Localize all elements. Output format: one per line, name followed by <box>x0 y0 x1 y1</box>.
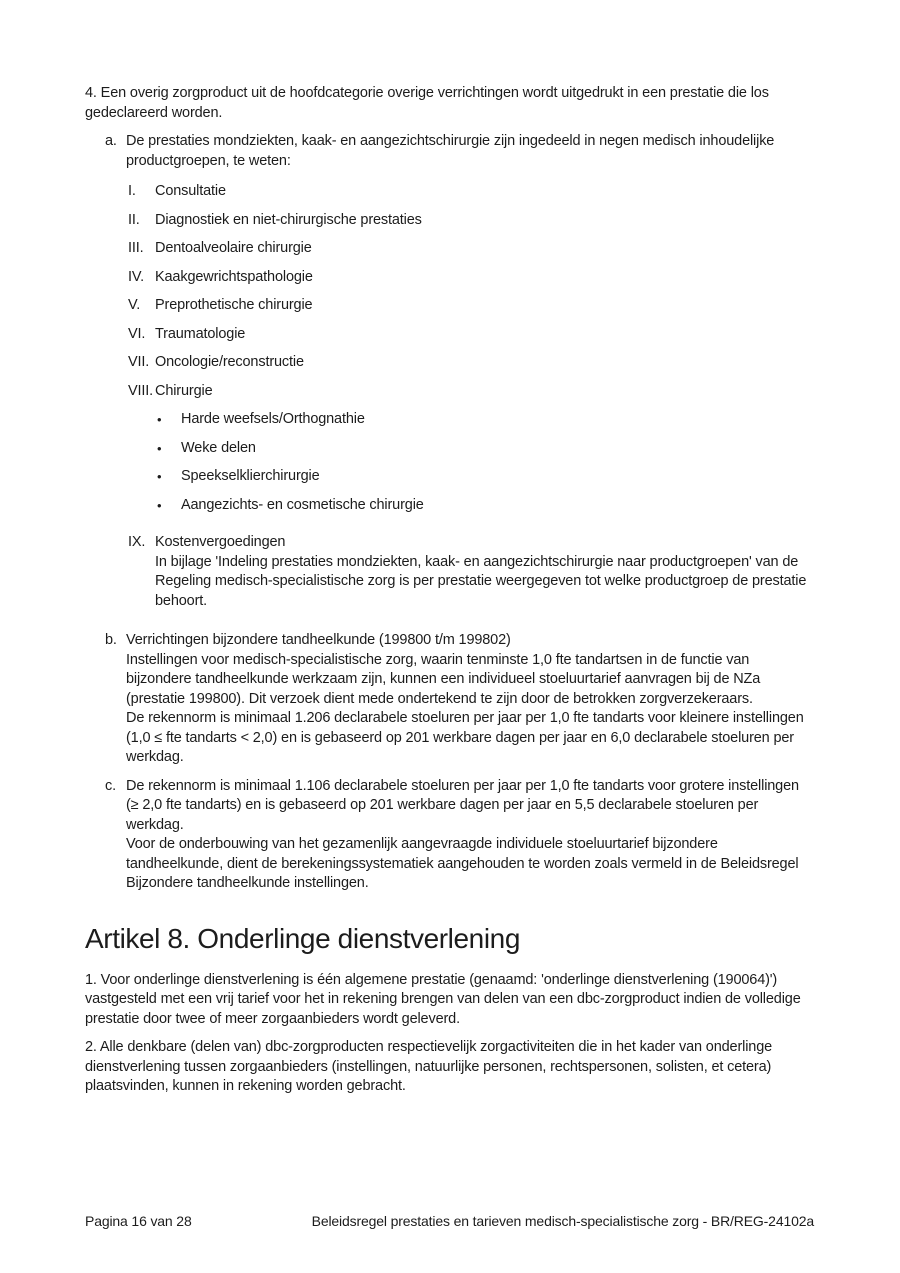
roman-item-1 <box>128 182 814 202</box>
item-b-title: Verrichtingen bijzondere tandheelkunde (199800 t/m 199802) <box>126 632 511 648</box>
paragraph-2: 2. Alle denkbare (delen van) dbc-zorgproducten respectievelijk zorgactiviteiten die in het kader van onderlinge dienstverlening tussen zorgaanbieders (instellingen, natuurlijke personen, rechtspersonen, solisten, et cetera) plaatsvinden, kunnen in rekening worden gebracht. <box>85 1039 773 1094</box>
list-item-ix <box>128 533 814 611</box>
page-footer <box>85 1212 814 1232</box>
roman-marker-4: IV. <box>128 268 144 285</box>
roman-item-5 <box>128 296 814 316</box>
roman-label-1: Consultatie <box>155 183 226 199</box>
roman-item-7 <box>128 353 814 373</box>
roman-label-7: Oncologie/reconstructie <box>155 354 304 370</box>
paragraph-1: 1. Voor onderlinge dienstverlening is één algemene prestatie (genaamd: 'onderlinge dienstverlening (190064)') vastgesteld met een vrij tarief voor het in rekening brengen van delen van een dbc-zorgproduct indien de volledige prestatie door twee of meer zorgaanbieders wordt geleverd. <box>85 971 801 1027</box>
bullet-label-3: Speekselklierchirurgie <box>181 468 320 484</box>
roman-marker-7: VII. <box>128 354 150 370</box>
bullet-item-1 <box>157 410 814 430</box>
roman-label-4: Kaakgewrichtspathologie <box>155 268 313 285</box>
bullet-label-2: Weke delen <box>181 439 256 456</box>
bullet-icon: • <box>157 497 162 513</box>
roman-item-6 <box>128 325 814 345</box>
paragraph-4: 4. Een overig zorgproduct uit de hoofdcategorie overige verrichtingen wordt uitgedrukt in een prestatie die los gedeclareerd worden. <box>85 85 769 121</box>
document-body <box>85 84 814 1097</box>
article-heading: Artikel 8. Onderlinge dienstverlening <box>85 922 521 954</box>
roman-label-3: Dentoalveolaire chirurgie <box>155 240 312 256</box>
bullet-item-3 <box>157 467 814 487</box>
item-c-paragraph-2: Voor de onderbouwing van het gezamenlijk aangevraagde individuele stoeluurtarief bijzondere tandheelkunde, dient de berekeningssystematiek aangehouden te worden zoals vermeld in de Beleidsregel Bijzondere tandheelkunde instellingen. <box>126 836 799 891</box>
roman-label-5: Preprothetische chirurgie <box>155 297 313 313</box>
bullet-icon: • <box>157 440 162 456</box>
roman-item-8 <box>128 382 814 402</box>
bullet-item-2 <box>157 439 814 459</box>
roman-item-3 <box>128 239 814 259</box>
bullet-list <box>157 410 814 515</box>
list-marker-c: c. <box>105 777 116 794</box>
roman-marker-9: IX. <box>128 534 146 550</box>
roman-item-4 <box>128 268 814 288</box>
roman-marker-3: III. <box>128 240 144 256</box>
list-item-b <box>105 631 814 768</box>
roman-marker-2: II. <box>128 211 140 228</box>
roman-list <box>128 182 814 401</box>
item-ix-body: In bijlage 'Indeling prestaties mondziekten, kaak- en aangezichtschirurgie naar productgroepen' van de Regeling medisch-specialistische zorg is per prestatie weergegeven tot welke productgroep de prestatie behoort. <box>155 553 807 609</box>
bullet-icon: • <box>157 412 162 427</box>
roman-label-2: Diagnostiek en niet-chirurgische prestaties <box>155 211 422 228</box>
list-item-c <box>105 777 814 894</box>
roman-label-8: Chirurgie <box>155 382 213 399</box>
bullet-icon: • <box>157 469 162 484</box>
roman-item-2 <box>128 211 814 231</box>
roman-marker-1: I. <box>128 183 136 199</box>
bullet-label-4: Aangezichts- en cosmetische chirurgie <box>181 496 424 513</box>
roman-marker-6: VI. <box>128 325 146 342</box>
bullet-label-1: Harde weefsels/Orthognathie <box>181 411 365 427</box>
roman-label-6: Traumatologie <box>155 325 246 342</box>
footer-page-indicator: Pagina 16 van 28 <box>85 1213 192 1229</box>
roman-marker-5: V. <box>128 297 141 313</box>
item-b-paragraph-1: Instellingen voor medisch-specialistische zorg, waarin tenminste 1,0 fte tandartsen in de functie van bijzondere tandheelkunde werkzaam zijn, kunnen een individueel stoeluurtarief aanvragen bij de NZa (prestatie 199800). Dit verzoek dient mede ondertekend te zijn door de betrokken zorgverzekeraars. <box>126 651 761 707</box>
bullet-item-4 <box>157 496 814 516</box>
roman-marker-8: VIII. <box>128 382 154 399</box>
item-c-paragraph-1: De rekennorm is minimaal 1.106 declarabele stoeluren per jaar per 1,0 fte tandarts voor grotere instellingen (≥ 2,0 fte tandarts) en is gebaseerd op 201 werkbare dagen per jaar en 5,5 declarabele stoeluren per werkdag. <box>126 777 799 833</box>
list-marker-a: a. <box>105 133 117 149</box>
list-item-a-text: De prestaties mondziekten, kaak- en aangezichtschirurgie zijn ingedeeld in negen medisch inhoudelijke productgroepen, te weten: <box>126 133 775 169</box>
footer-document-title: Beleidsregel prestaties en tarieven medisch-specialistische zorg - BR/REG-24102a <box>311 1213 814 1229</box>
list-marker-b: b. <box>105 632 117 648</box>
item-b-paragraph-2: De rekennorm is minimaal 1.206 declarabele stoeluren per jaar per 1,0 fte tandarts voor kleinere instellingen (1,0 ≤ fte tandarts < 2,0) en is gebaseerd op 201 werkbare dagen per jaar en 6,0 declarabele stoeluren per werkdag. <box>126 710 804 765</box>
item-ix-title: Kostenvergoedingen <box>155 534 286 550</box>
list-item-a <box>105 132 814 171</box>
